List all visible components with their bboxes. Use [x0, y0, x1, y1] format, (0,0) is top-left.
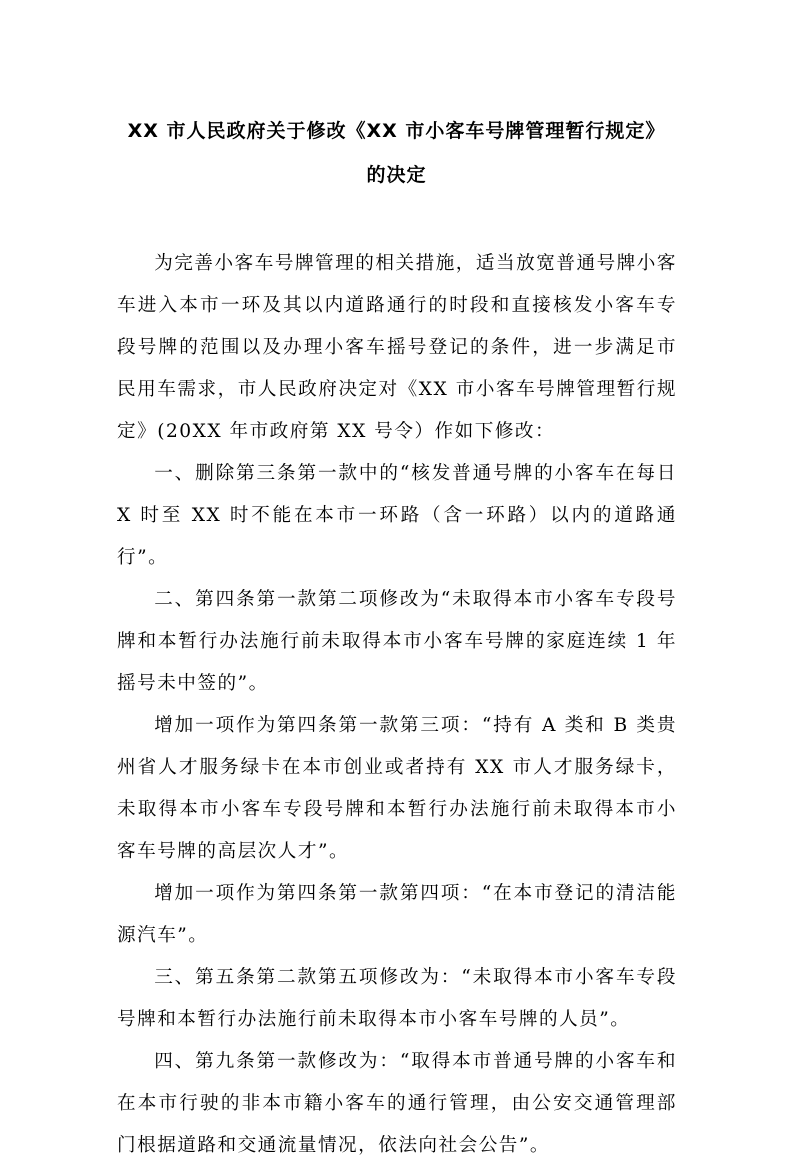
paragraph-item-1: 一、删除第三条第一款中的“核发普通号牌的小客车在每日 X 时至 XX 时不能在本市一环路（含一环路）以内的道路通行”。: [117, 463, 677, 568]
paragraph-item-2: 二、第四条第一款第二项修改为“未取得本市小客车专段号牌和本暂行办法施行前未取得本市小客车号牌的家庭连续 1 年摇号未中签的”。: [117, 589, 677, 694]
document-body: [117, 243, 677, 1167]
document-title-line-1: XX 市人民政府关于修改《XX 市小客车号牌管理暂行规定》: [127, 120, 666, 142]
paragraph-item-4: 四、第九条第一款修改为：“取得本市普通号牌的小客车和在本市行驶的非本市籍小客车的通行管理，由公安交通管理部门根据道路和交通流量情况，依法向社会公告”。: [117, 1051, 677, 1156]
paragraph-item-2-addition-b: 增加一项作为第四条第一款第四项：“在本市登记的清洁能源汽车”。: [117, 883, 677, 946]
paragraph-item-2-addition-a: 增加一项作为第四条第一款第三项：“持有 A 类和 B 类贵州省人才服务绿卡在本市创业或者持有 XX 市人才服务绿卡，未取得本市小客车专段号牌和本暂行办法施行前未取得本市小客车号牌的高层次人才”。: [117, 715, 677, 862]
paragraph-item-3: 三、第五条第二款第五项修改为：“未取得本市小客车专段号牌和本暂行办法施行前未取得本市小客车号牌的人员”。: [117, 967, 677, 1030]
document-title-line-2: 的决定: [366, 164, 427, 186]
paragraph-preamble: 为完善小客车号牌管理的相关措施，适当放宽普通号牌小客车进入本市一环及其以内道路通行的时段和直接核发小客车专段号牌的范围以及办理小客车摇号登记的条件，进一步满足市民用车需求，市人民政府决定对《XX 市小客车号牌管理暂行规定》(20XX 年市政府第 XX 号令）作如下修改：: [117, 253, 677, 442]
